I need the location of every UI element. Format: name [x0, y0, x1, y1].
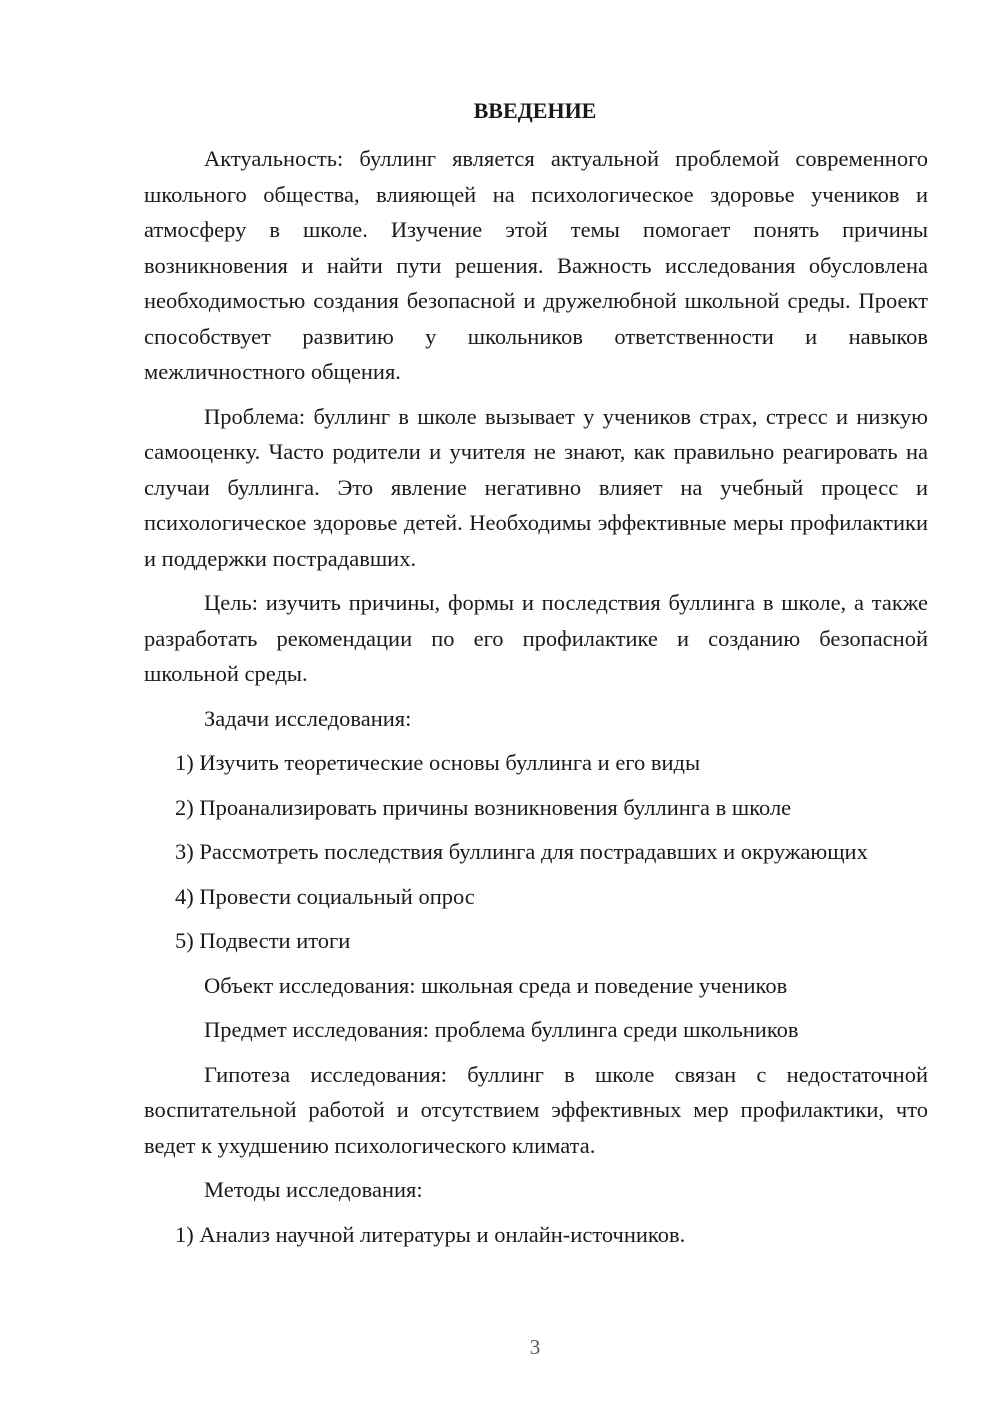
relevance-paragraph: Актуальность: буллинг является актуальной проблемой современного школьного общества, влияющей на психологическое здоровье учеников и атмосферу в школе. Изучение этой темы помогает понять причины возникновения и найти пути решения. Важность исследования обусловлена необходимостью создания безопасной и дружелюбной школьной среды. Проект способствует развитию у школьников ответственности и навыков межличностного общения. [144, 146, 928, 384]
task-item: 4) Провести социальный опрос [175, 883, 475, 909]
task-item: 1) Изучить теоретические основы буллинга и его виды [175, 750, 701, 775]
document-body [144, 141, 928, 1261]
problem-paragraph: Проблема: буллинг в школе вызывает у учеников страх, стресс и низкую самооценку. Часто родители и учителя не знают, как правильно реагировать на случаи буллинга. Это явление негативно влияет на учебный процесс и психологическое здоровье детей. Необходимы эффективные меры профилактики и поддержки пострадавших. [144, 403, 928, 571]
goal-paragraph: Цель: изучить причины, формы и последствия буллинга в школе, а также разработать рекомендации по его профилактике и созданию безопасной школьной среды. [144, 590, 928, 686]
tasks-heading: Задачи исследования: [204, 705, 412, 731]
page-number: 3 [529, 1335, 541, 1359]
method-item: 1) Анализ научной литературы и онлайн-источников. [175, 1221, 686, 1247]
task-item: 5) Подвести итоги [175, 928, 351, 953]
section-title: ВВЕДЕНИЕ [473, 98, 597, 123]
task-item: 2) Проанализировать причины возникновения буллинга в школе [175, 794, 792, 820]
task-item: 3) Рассмотреть последствия буллинга для пострадавших и окружающих [175, 839, 868, 864]
hypothesis-paragraph: Гипотеза исследования: буллинг в школе связан с недостаточной воспитательной работой и отсутствием эффективных мер профилактики, что ведет к ухудшению психологического климата. [144, 1061, 928, 1158]
object-paragraph: Объект исследования: школьная среда и поведение учеников [204, 972, 788, 998]
subject-paragraph: Предмет исследования: проблема буллинга среди школьников [204, 1017, 799, 1042]
methods-heading: Методы исследования: [204, 1177, 423, 1202]
